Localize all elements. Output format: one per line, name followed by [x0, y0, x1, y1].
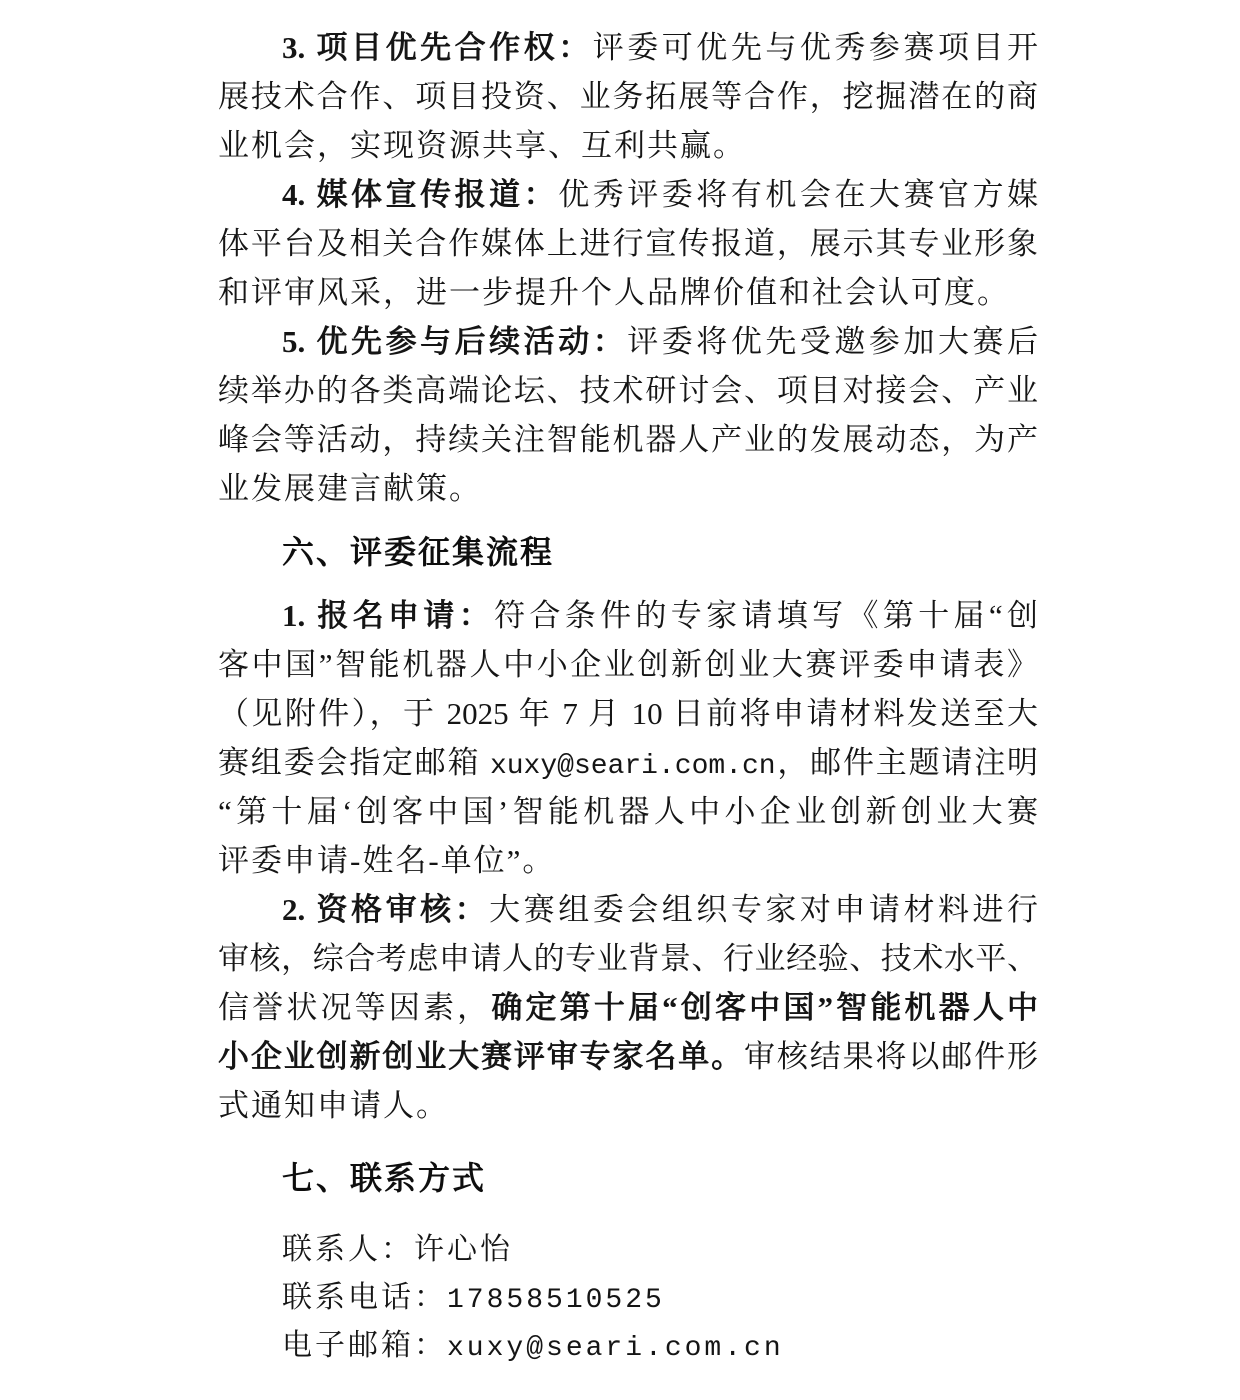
contact-email	[218, 1322, 1038, 1370]
text-segment: 体平台及相关合作媒体上进行宣传报道，展示其专业形象	[218, 226, 1038, 261]
text-segment: 信誉状况等因素，	[218, 990, 492, 1025]
text-line	[218, 219, 1038, 268]
item-3-project-cooperation	[218, 23, 1038, 170]
section-6-heading: 六、评委征集流程	[282, 534, 555, 570]
section-7-heading: 七、联系方式	[282, 1160, 487, 1196]
text-line	[218, 787, 1038, 836]
text-segment: （见附件），于 2025 年 7 月 10 日前将申请材料发送至大	[218, 696, 1038, 731]
text-segment: 2. 资格审核：	[282, 892, 490, 927]
text-segment: 大赛组委会组织专家对申请材料进行	[489, 892, 1038, 927]
text-line	[218, 23, 1038, 72]
text-segment: 式通知申请人。	[218, 1088, 449, 1123]
text-segment: “第十届‘创客中国’智能机器人中小企业创新创业大赛	[218, 794, 1038, 829]
text-segment: 评委申请-姓名-单位”。	[218, 843, 556, 878]
text-segment: 联系人：	[282, 1233, 414, 1266]
text-line	[218, 1032, 1038, 1081]
text-line	[218, 464, 1038, 513]
text-segment: 续举办的各类高端论坛、技术研讨会、项目对接会、产业	[218, 373, 1038, 408]
item-1-application	[218, 591, 1038, 885]
text-line	[218, 983, 1038, 1032]
text-segment: 审核，综合考虑申请人的专业背景、行业经验、技术水平、	[218, 941, 1038, 976]
text-segment: 联系电话：	[282, 1281, 447, 1314]
text-line	[218, 366, 1038, 415]
text-segment: xuxy@seari.com.cn	[489, 751, 776, 782]
text-line	[218, 885, 1038, 934]
text-segment: 电子邮箱：	[282, 1329, 447, 1362]
text-segment: 5. 优先参与后续活动：	[282, 324, 628, 359]
text-line	[218, 591, 1038, 640]
text-segment: 4. 媒体宣传报道：	[282, 177, 559, 212]
text-segment: 1. 报名申请：	[282, 598, 495, 633]
text-line	[218, 415, 1038, 464]
text-line	[218, 121, 1038, 170]
contact-info	[218, 1226, 1038, 1370]
contact-person	[218, 1226, 1038, 1274]
text-segment: 优秀评委将有机会在大赛官方媒	[558, 177, 1038, 212]
text-line	[218, 268, 1038, 317]
text-segment: 17858510525	[447, 1285, 665, 1316]
text-line	[218, 738, 1038, 787]
text-segment: 客中国”智能机器人中小企业创新创业大赛评委申请表》	[218, 647, 1038, 682]
text-line	[218, 317, 1038, 366]
text-segment: xuxy@seari.com.cn	[447, 1333, 784, 1364]
text-segment: 业机会，实现资源共享、互利共赢。	[218, 128, 746, 163]
text-segment: 评委可优先与优秀参赛项目开	[592, 30, 1038, 65]
text-segment: 业发展建言献策。	[218, 471, 482, 506]
text-segment: ，邮件主题请注明	[775, 745, 1038, 780]
text-segment: 符合条件的专家请填写《第十届“创	[494, 598, 1038, 633]
text-segment: 许心怡	[414, 1233, 513, 1266]
text-line	[218, 689, 1038, 738]
text-segment: 评委将优先受邀参加大赛后	[627, 324, 1038, 359]
text-segment: 3. 项目优先合作权：	[282, 30, 593, 65]
text-segment: 展技术合作、项目投资、业务拓展等合作，挖掘潜在的商	[218, 79, 1038, 114]
text-segment: 审核结果将以邮件形	[744, 1039, 1038, 1074]
text-line	[218, 170, 1038, 219]
contact-phone	[218, 1274, 1038, 1322]
text-line	[218, 836, 1038, 885]
text-segment: 确定第十届“创客中国”智能机器人中	[491, 990, 1038, 1025]
text-segment: 赛组委会指定邮箱	[218, 745, 490, 780]
text-segment: 小企业创新创业大赛评审专家名单。	[218, 1039, 744, 1074]
text-segment: 峰会等活动，持续关注智能机器人产业的发展动态，为产	[218, 422, 1038, 457]
text-line	[218, 72, 1038, 121]
text-segment: 和评审风采，进一步提升个人品牌价值和社会认可度。	[218, 275, 1010, 310]
text-line	[218, 640, 1038, 689]
text-line	[218, 1081, 1038, 1130]
item-5-follow-up-activities	[218, 317, 1038, 513]
item-2-qualification-review	[218, 885, 1038, 1130]
text-line	[218, 934, 1038, 983]
item-4-media-coverage	[218, 170, 1038, 317]
